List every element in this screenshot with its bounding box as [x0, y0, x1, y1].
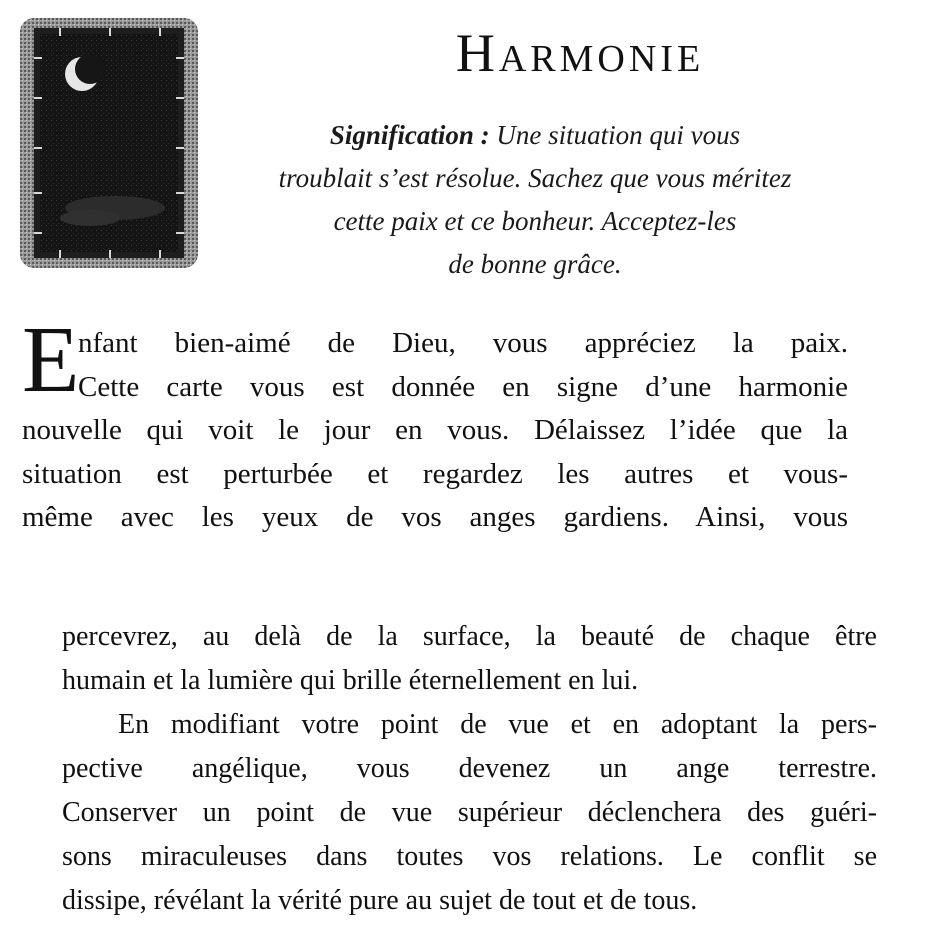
signification-label: Signification :: [329, 120, 490, 150]
body-paragraph-1: [22, 308, 848, 540]
body-line: situation est perturbée et regardez les autres et vous-: [22, 457, 848, 490]
signification-block: [225, 114, 845, 286]
body-paragraph-2: [62, 615, 877, 923]
body-line: dissipe, révélant la vérité pure au sujet de tout et de tous.: [62, 885, 698, 916]
page-title: Harmonie: [455, 23, 705, 83]
signification-line-4: de bonne grâce.: [448, 249, 622, 279]
body-line: même avec les yeux de vos anges gardiens. Ainsi, vous: [22, 501, 848, 533]
body-line: pective angélique, vous devenez un ange terrestre.: [62, 753, 877, 784]
drop-cap: E: [22, 308, 80, 412]
tarot-card-moon-icon: [20, 18, 198, 268]
body-line: humain et la lumière qui brille éternellement en lui.: [62, 665, 639, 696]
card-image: [20, 18, 198, 268]
body-line: nouvelle qui voit le jour en vous. Délaissez l’idée que la: [22, 414, 848, 446]
body-line: En modifiant votre point de vue et en adoptant la pers-: [118, 709, 877, 740]
signification-line-3: cette paix et ce bonheur. Acceptez-les: [333, 206, 737, 236]
signification-line-1: [225, 114, 845, 157]
body-line: Conserver un point de vue supérieur déclenchera des guéri-: [62, 797, 877, 828]
signification-line-2: troublait s’est résolue. Sachez que vous méritez: [278, 163, 792, 193]
body-line: percevrez, au delà de la surface, la beauté de chaque être: [62, 621, 877, 652]
signification-text-1: Une situation qui vous: [496, 120, 741, 150]
body-line: nfant bien-aimé de Dieu, vous appréciez la paix.: [78, 327, 848, 359]
body-line: Cette carte vous est donnée en signe d’une harmonie: [78, 370, 848, 403]
body-line: sons miraculeuses dans toutes vos relations. Le conflit se: [62, 841, 877, 872]
